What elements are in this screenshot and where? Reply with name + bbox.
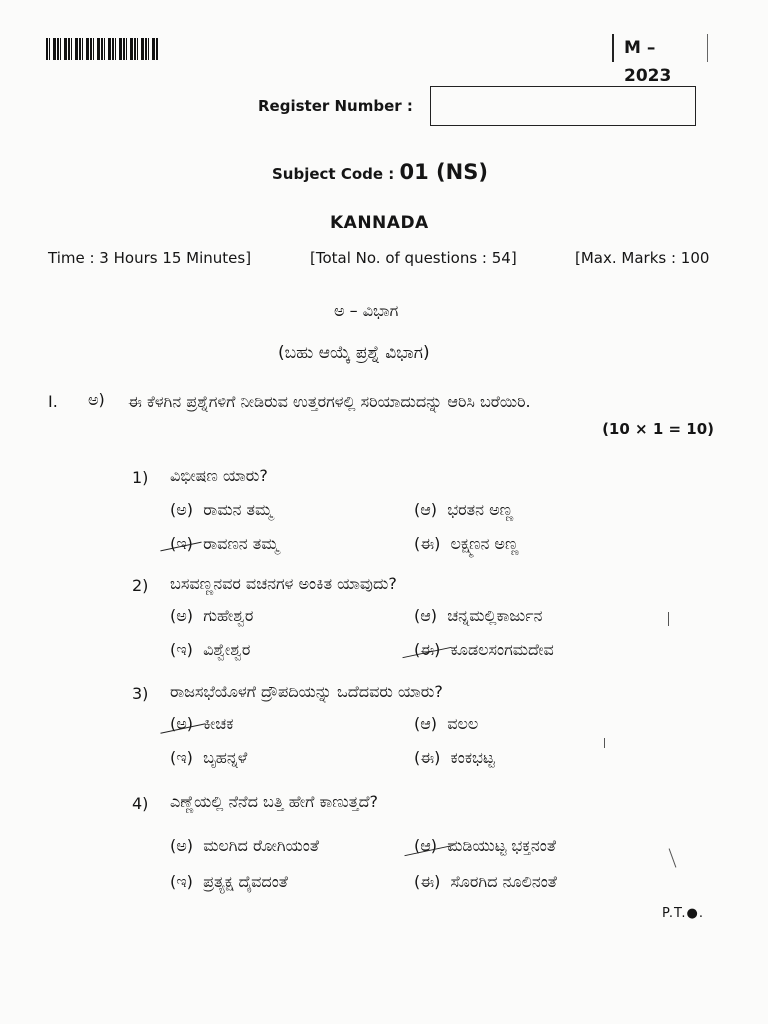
option-text: ಕಂಕಭಟ್ಟ <box>450 748 495 767</box>
option-text: ಪ್ರತ್ಯಕ್ಷ ದೈವದಂತೆ <box>203 872 288 891</box>
option-text: ಸೊರಗಿದ ನೂಲಿನಂತೆ <box>450 872 557 891</box>
option-i <box>170 872 288 892</box>
subject-code-value: 01 (NS) <box>399 160 488 184</box>
max-marks-info: [Max. Marks : 100 <box>575 249 710 267</box>
question-text: ಎಣ್ಣೆಯಲ್ಲಿ ನೆನೆದ ಬತ್ತಿ ಹೇಗೆ ಕಾಣುತ್ತದೆ? <box>170 792 379 811</box>
question-number: 1) <box>132 468 149 487</box>
option-label: (ಈ) <box>414 748 441 767</box>
option-label: (ಅ) <box>170 606 194 625</box>
option-text: ಭರತನ ಅಣ್ಣ <box>447 500 514 519</box>
option-text: ಬೃಹನ್ನಳೆ <box>203 748 248 767</box>
scan-mark <box>668 612 669 626</box>
instruction-sub-label: ಅ) <box>88 390 105 409</box>
subject-name: KANNADA <box>330 213 429 233</box>
option-text: ಲಕ್ಷ್ಮಣನ ಅಣ್ಣ <box>450 534 519 553</box>
register-number-box[interactable] <box>430 86 696 126</box>
option-a <box>170 606 253 626</box>
option-ii <box>414 872 557 892</box>
option-label: (ಅ) <box>170 500 194 519</box>
register-number-label: Register Number : <box>258 97 413 115</box>
paper-code: M – 2023 <box>612 34 708 62</box>
option-text: ಮಡಿಯುಟ್ಟ ಭಕ್ತನಂತೆ <box>447 836 557 855</box>
subject-code <box>272 160 488 184</box>
instruction-number: I. <box>48 392 58 411</box>
scan-mark <box>669 848 677 867</box>
option-label: (ಇ) <box>170 534 193 553</box>
time-info: Time : 3 Hours 15 Minutes] <box>48 249 252 267</box>
option-text: ಕೂಡಲಸಂಗಮದೇವ <box>450 640 554 659</box>
total-questions-info: [Total No. of questions : 54] <box>310 249 517 267</box>
question-text: ಬಸವಣ್ಣನವರ ವಚನಗಳ ಅಂಕಿತ ಯಾವುದು? <box>170 574 397 593</box>
section-title: ಅ – ವಿಭಾಗ <box>334 301 399 320</box>
option-label: (ಇ) <box>170 640 193 659</box>
option-label: (ಇ) <box>170 748 193 767</box>
option-a <box>170 836 319 856</box>
option-text: ಗುಹೇಶ್ವರ <box>203 606 254 625</box>
barcode <box>46 38 158 60</box>
option-label: (ಆ) <box>414 606 438 625</box>
question-text: ವಿಭೀಷಣ ಯಾರು? <box>170 466 268 485</box>
option-i <box>170 748 247 768</box>
option-aa <box>414 500 513 520</box>
option-label: (ಈ) <box>414 640 441 659</box>
scan-mark <box>604 738 605 748</box>
option-aa <box>414 606 542 626</box>
option-label: (ಇ) <box>170 872 193 891</box>
option-a <box>170 500 272 520</box>
instruction-text: ಈ ಕೆಳಗಿನ ಪ್ರಶ್ನೆಗಳಿಗೆ ನೀಡಿರುವ ಉತ್ತರಗಳಲ್ಲಿ ಸರಿಯಾದುದನ್ನು ಆರಿಸಿ ಬರೆಯಿರಿ. <box>128 392 531 411</box>
option-aa <box>414 714 478 734</box>
question-text: ರಾಜಸಭೆಯೊಳಗೆ ದ್ರೌಪದಿಯನ್ನು ಒದೆದವರು ಯಾರು? <box>170 682 443 701</box>
section-subtitle: (ಬಹು ಆಯ್ಕೆ ಪ್ರಶ್ನೆ ವಿಭಾಗ) <box>278 343 430 363</box>
option-label: (ಅ) <box>170 836 194 855</box>
option-ii <box>414 748 495 768</box>
page-turn-over: P.T.●. <box>662 906 704 921</box>
option-ii <box>414 534 519 554</box>
option-label: (ಆ) <box>414 836 438 855</box>
option-label: (ಆ) <box>414 500 438 519</box>
option-aa <box>414 836 556 856</box>
question-number: 3) <box>132 684 149 703</box>
option-text: ಕೀಚಕ <box>203 714 234 733</box>
question-number: 4) <box>132 794 149 813</box>
question-number: 2) <box>132 576 149 595</box>
option-text: ರಾಮನ ತಮ್ಮ <box>203 500 273 519</box>
option-text: ರಾವಣನ ತಮ್ಮ <box>203 534 279 553</box>
option-label: (ಆ) <box>414 714 438 733</box>
instruction-marks: (10 × 1 = 10) <box>602 420 714 438</box>
option-text: ಮಲಗಿದ ರೋಗಿಯಂತೆ <box>203 836 319 855</box>
option-text: ವಲಲ <box>447 714 479 733</box>
option-i <box>170 640 250 660</box>
option-label: (ಈ) <box>414 534 441 553</box>
option-text: ಚನ್ನಮಲ್ಲಿಕಾರ್ಜುನ <box>447 606 543 625</box>
option-label: (ಅ) <box>170 714 194 733</box>
option-label: (ಈ) <box>414 872 441 891</box>
subject-code-label: Subject Code : <box>272 165 395 183</box>
option-text: ವಿಶ್ವೇಶ್ವರ <box>203 640 251 659</box>
